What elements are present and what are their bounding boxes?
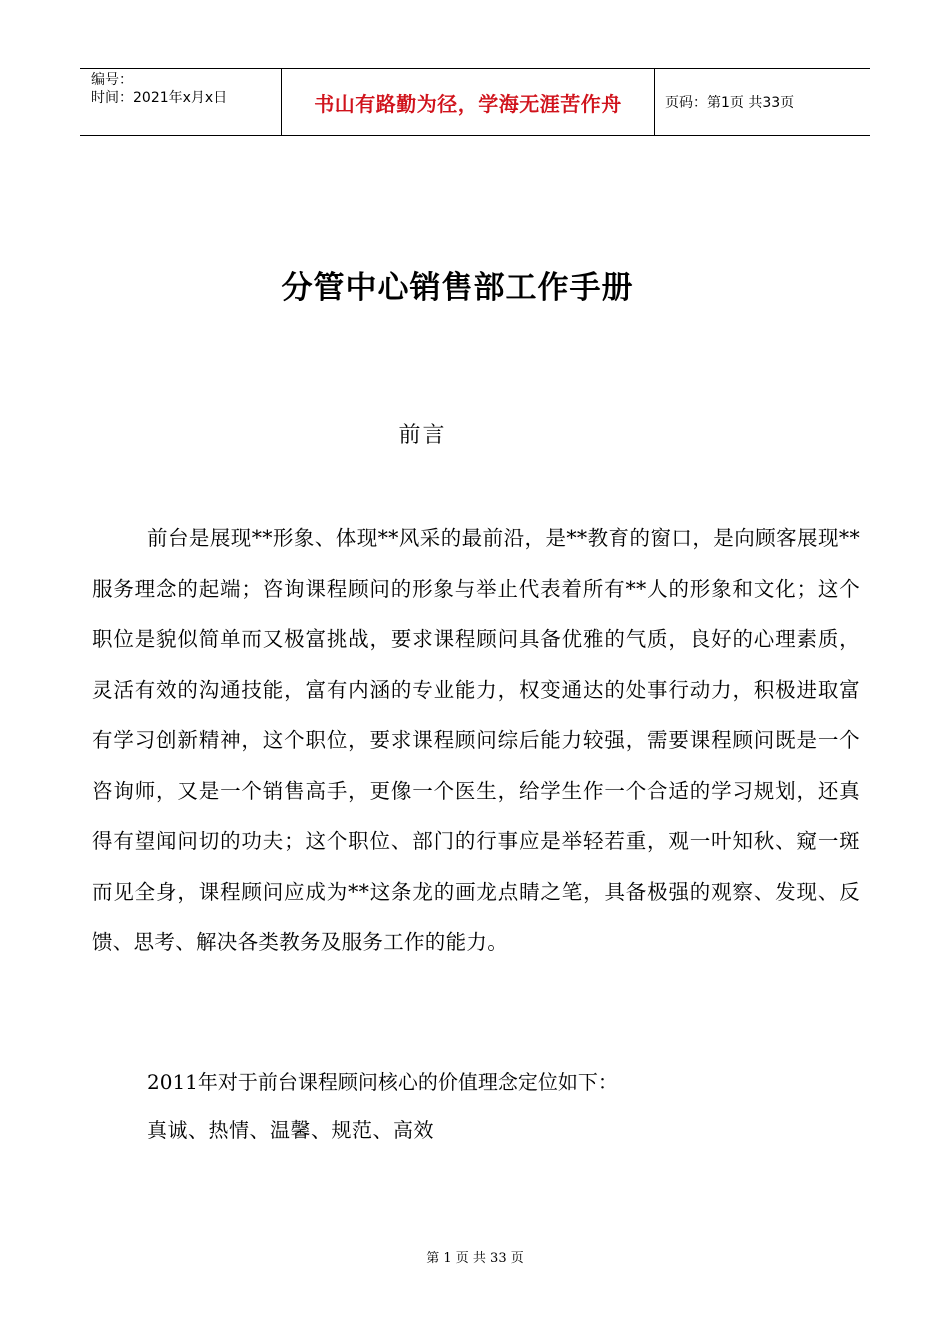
- values-list: 真诚、热情、温馨、规范、高效: [147, 1118, 434, 1142]
- preface-paragraph: 前台是展现**形象、体现**风采的最前沿，是**教育的窗口，是向顾客展现**服务理念的起端；咨询课程顾问的形象与举止代表着所有**人的形象和文化；这个职位是貌似简单而又极富挑战，要求课程顾问具备优雅的气质，良好的心理素质，灵活有效的沟通技能，富有内涵的专业能力，权变通达的处事行动力，积极进取富有学习创新精神，这个职位，要求课程顾问综后能力较强，需要课程顾问既是一个咨询师，又是一个销售高手，更像一个医生，给学生作一个合适的学习规划，还真得有望闻问切的功夫；这个职位、部门的行事应是举轻若重，观一叶知秋、窥一斑而见全身，课程顾问应成为**这条龙的画龙点睛之笔，具备极强的观察、发现、反馈、思考、解决各类教务及服务工作的能力。: [92, 526, 860, 954]
- time-label: 时间：2021年x月x日: [91, 90, 228, 106]
- number-label: 编号：: [91, 72, 133, 88]
- motto-text: 书山有路勤为径，学海无涯苦作舟: [314, 91, 622, 116]
- page-info: 页码：第1页 共33页: [665, 95, 795, 111]
- header-page-cell: [655, 69, 870, 135]
- header-meta-cell: [80, 69, 282, 135]
- document-title: 分管中心销售部工作手册: [281, 270, 634, 306]
- preface-heading: 前言: [398, 423, 447, 448]
- header-motto-cell: [282, 69, 655, 135]
- page-footer: 第 1 页 共 33 页: [426, 1251, 524, 1266]
- values-intro: 2011年对于前台课程顾问核心的价值理念定位如下：: [147, 1070, 618, 1094]
- page-header: [80, 68, 870, 136]
